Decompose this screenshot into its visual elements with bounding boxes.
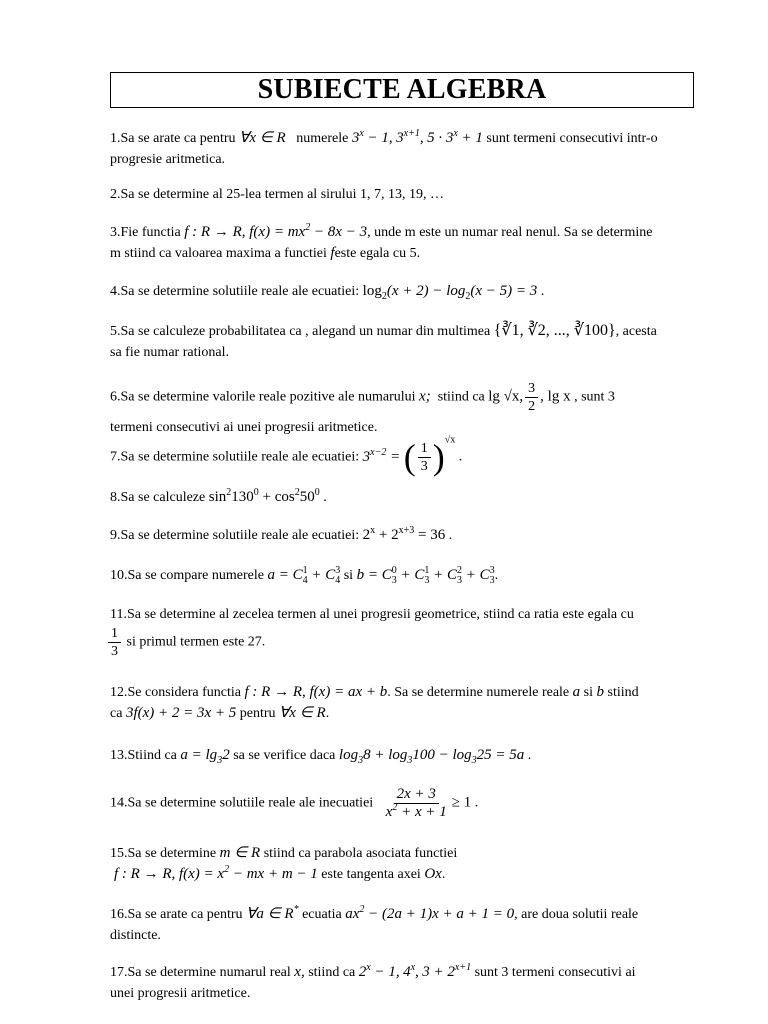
- problem-text: 2.Sa se determine al 25-lea termen al sirului 1, 7, 13, 19, …: [110, 187, 444, 202]
- exponent: √x: [444, 434, 456, 446]
- math-expr: 3f(x) + 2 = 3x + 5: [125, 705, 237, 721]
- math-expr: $\sin^2130^0 + \cos^250^0$: [208, 487, 320, 505]
- problem-6: [110, 380, 700, 438]
- math-expr: $2^x + 2^{x+3} = 36$: [362, 525, 446, 543]
- problem-text: numerele: [296, 131, 349, 146]
- problem-text: .: [527, 748, 532, 763]
- fraction: $\frac{1}{3}$: [418, 440, 431, 475]
- problem-9: [110, 525, 700, 546]
- problem-text: .: [325, 706, 330, 721]
- problem-text: .: [458, 449, 463, 465]
- math-expr: lg √x,: [488, 388, 524, 405]
- math-expr: $5 \cdot 3^x + 1$: [427, 128, 483, 146]
- problem-16: [110, 904, 700, 946]
- problem-text: , unde m este un numar real nenul. Sa se determine: [367, 225, 653, 240]
- problem-10: [110, 565, 700, 586]
- problem-text: 11.Sa se determine al zecelea termen al unei progresii geometrice, stiind ca ratia este egala cu: [110, 607, 634, 622]
- math-expr: a = C 1 4 + C 3 4: [267, 564, 341, 586]
- math-expr: 4$^x$,: [403, 962, 419, 980]
- problem-text: termeni consecutivi ai unei progresii aritmetice.: [110, 420, 378, 435]
- title-box: [110, 72, 694, 108]
- problem-text: sunt termeni consecutivi intr-o: [486, 131, 658, 146]
- math-expr: ∀a ∈ R*: [246, 904, 299, 922]
- math-expr: ∀x ∈ R: [239, 130, 286, 146]
- math-expr: $3^{x+1}$,: [396, 128, 424, 146]
- problem-text: 7.Sa se determine solutiile reale ale ecuatiei:: [110, 449, 360, 465]
- math-expr: f : R → R, f(x) = ax + b: [244, 684, 388, 700]
- fraction: $\frac{1}{3}$: [108, 625, 121, 660]
- problem-text: 4.Sa se determine solutiile reale ale ecuatiei:: [110, 284, 360, 299]
- problem-text: ca: [110, 706, 123, 721]
- problem-text: .: [448, 528, 453, 543]
- problem-text: sa fie numar rational.: [110, 345, 229, 360]
- problem-text: 8.Sa se calculeze: [110, 490, 206, 505]
- problem-8: [110, 487, 700, 508]
- page-title: SUBIECTE ALGEBRA: [257, 74, 547, 105]
- problem-text: 17.Sa se determine numarul real: [110, 965, 291, 980]
- right-paren: ): [432, 437, 445, 477]
- problem-1: [110, 128, 700, 170]
- math-expr: f: [330, 245, 335, 261]
- problem-text: 3.Fie functia: [110, 225, 181, 240]
- math-expr: , lg x: [540, 388, 571, 405]
- problem-15: [110, 843, 700, 885]
- problem-text: m stiind ca valoarea maxima a functiei: [110, 246, 327, 261]
- math-expr: $3^x - 1$,: [351, 128, 393, 146]
- problem-text: 5.Sa se calculeze probabilitatea ca , alegand un numar din multimea: [110, 324, 491, 339]
- math-expr: b: [596, 684, 604, 700]
- problem-3: [110, 222, 700, 264]
- problem-text: stiind ca: [437, 389, 485, 405]
- math-expr: ≥ 1: [451, 794, 472, 811]
- problem-text: 10.Sa se compare numerele: [110, 568, 264, 583]
- math-expr: b = C 0 3 + C 1 3 + C 2 3 + C 3 3: [356, 564, 495, 586]
- problem-17: [110, 962, 700, 1004]
- problem-text: .: [474, 795, 479, 811]
- math-expr: $\log_38 + \log_3100 - \log_325 = 5a$: [338, 747, 525, 766]
- problem-text: si primul termen este 27.: [126, 634, 266, 650]
- problem-text: stiind: [607, 685, 639, 700]
- problem-text: 6.Sa se determine valorile reale pozitive ale numarului: [110, 389, 416, 405]
- problem-14: [110, 786, 700, 821]
- math-expr: $ax^2 - (2a + 1)x + a + 1 = 0$: [345, 904, 515, 922]
- problem-text: progresie aritmetica.: [110, 152, 226, 167]
- math-expr: $2^x - 1$,: [358, 962, 400, 980]
- math-expr: $3^{x-2}$ =: [362, 446, 401, 465]
- problem-text: .: [494, 568, 499, 583]
- problem-text: 16.Sa se arate ca pentru: [110, 907, 243, 922]
- fraction: $\frac{3}{2}$: [525, 380, 538, 415]
- problem-text: este egala cu 5.: [334, 246, 421, 261]
- math-expr: {∛1, ∛2, ..., ∛100}: [493, 322, 616, 339]
- problem-2: [110, 184, 700, 205]
- problem-text: 1.Sa se arate ca pentru: [110, 131, 236, 146]
- problem-text: pentru: [239, 706, 276, 721]
- left-paren: (: [403, 437, 416, 477]
- problem-text: unei progresii aritmetice.: [110, 986, 251, 1001]
- problem-text: 9.Sa se determine solutiile reale ale ecuatiei:: [110, 528, 360, 543]
- problem-text: 13.Stiind ca: [110, 748, 177, 763]
- math-expr: a: [572, 684, 581, 700]
- math-expr: $3 + 2^{x+1}$: [422, 962, 472, 980]
- problem-text: 15.Sa se determine: [110, 846, 217, 861]
- problem-text: 12.Se considera functia: [110, 685, 242, 700]
- problem-11: [110, 604, 700, 660]
- math-expr: $\log_2(x + 2) - \log_2(x - 5) = 3$: [362, 283, 538, 302]
- math-expr: f : R → R, $f(x) = x^2$ − mx + m − 1: [114, 864, 318, 882]
- problem-text: , sunt 3: [574, 389, 615, 405]
- problem-text: stiind ca parabola asociata functiei: [263, 846, 458, 861]
- problem-text: , are doua solutii reale: [514, 907, 639, 922]
- problem-text: si: [343, 568, 354, 583]
- math-expr: x,: [294, 964, 305, 980]
- problem-text: 14.Sa se determine solutiile reale ale inecuatiei: [110, 795, 374, 811]
- problem-text: .: [540, 284, 545, 299]
- math-expr: x;: [419, 388, 431, 405]
- problem-text: este tangenta axei: [321, 867, 421, 882]
- problem-5: [110, 320, 700, 363]
- math-expr: Ox: [424, 866, 442, 882]
- problem-text: ecuatia: [302, 907, 342, 922]
- problem-text: distincte.: [110, 928, 161, 943]
- math-expr: $a = \lg_32$: [180, 747, 230, 766]
- problem-text: stiind ca: [308, 965, 356, 980]
- math-expr: ∀x ∈ R: [279, 705, 326, 721]
- math-expr: m ∈ R: [219, 845, 261, 861]
- problem-text: , acesta: [615, 324, 657, 339]
- problem-text: .: [441, 867, 446, 882]
- math-expr: f : R → R, $f(x) = mx^2 - 8x - 3$: [184, 222, 368, 240]
- problem-text: si: [583, 685, 593, 700]
- problem-4: [110, 281, 700, 302]
- problem-13: [110, 745, 700, 766]
- problem-12: [110, 682, 700, 724]
- problem-text: .: [323, 490, 327, 505]
- problem-text: . Sa se determine numerele reale: [387, 685, 570, 700]
- problem-text: sunt 3 termeni consecutivi ai: [474, 965, 636, 980]
- problem-text: sa se verifice daca: [233, 748, 336, 763]
- problem-7: [110, 434, 700, 477]
- fraction: $\frac{2x + 3}{x^2 + x + 1}$: [385, 786, 447, 820]
